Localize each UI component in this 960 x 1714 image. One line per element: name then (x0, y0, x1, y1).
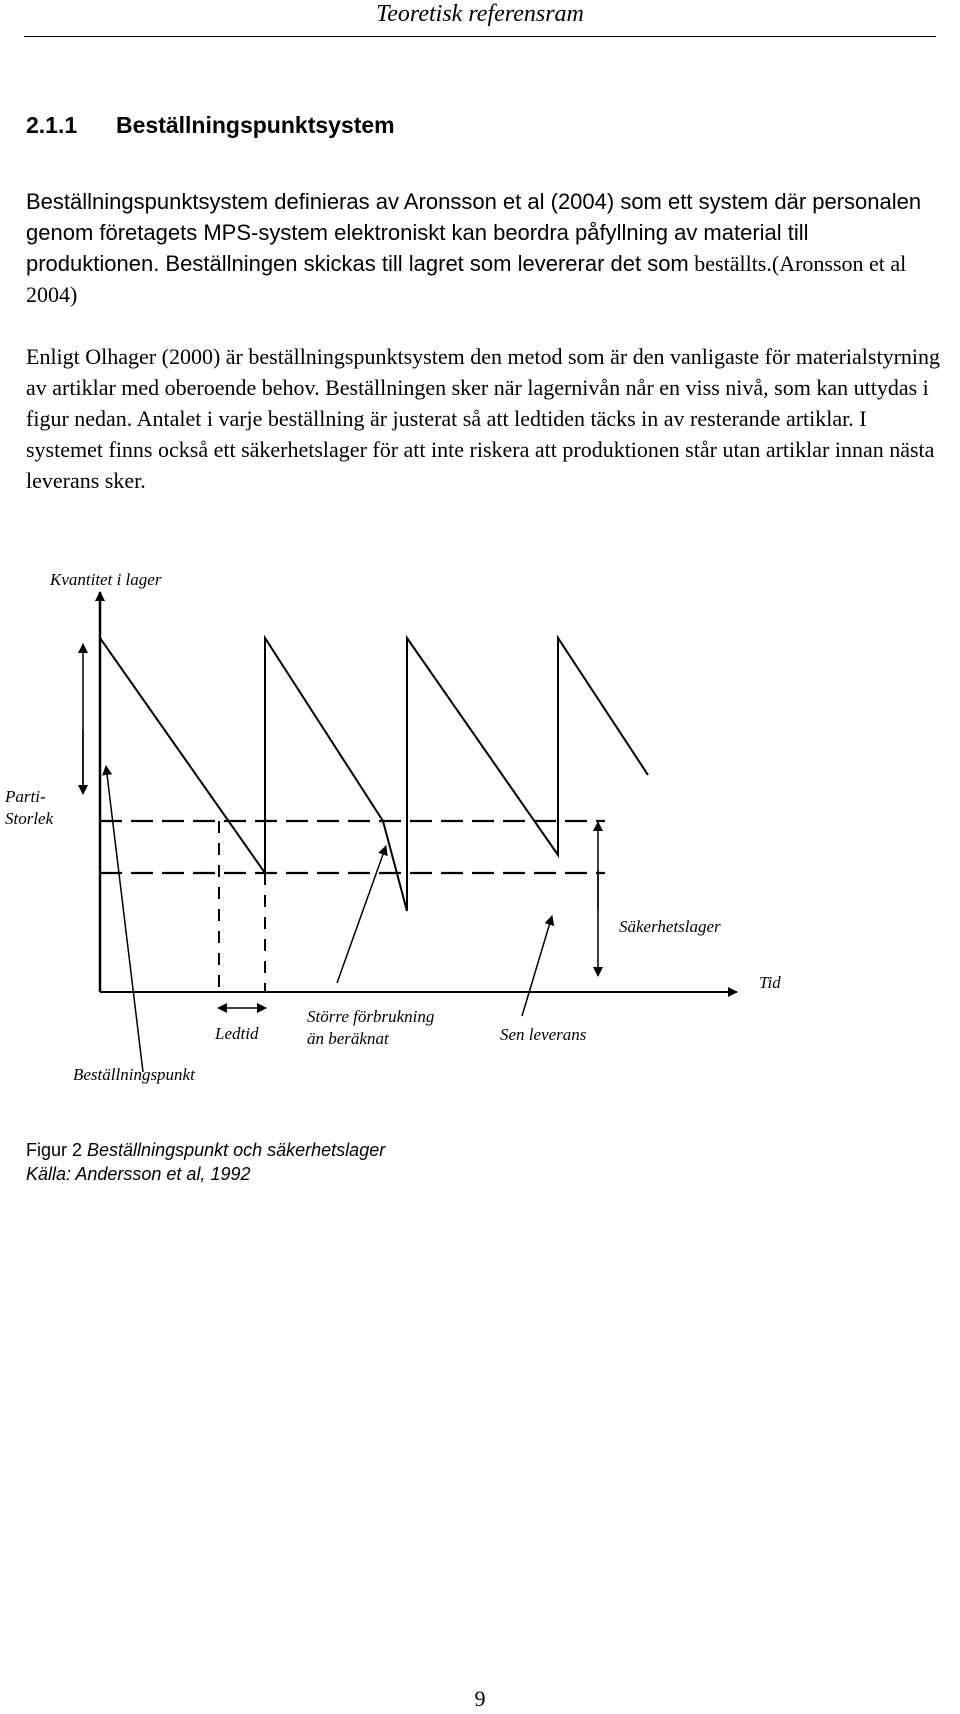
lead-time-label: Ledtid (215, 1024, 259, 1043)
late-delivery-label: Sen leverans (500, 1025, 587, 1044)
caption-source: Källa: Andersson et al, 1992 (26, 1164, 251, 1184)
figure-caption (26, 1138, 385, 1186)
section-title: Beställningspunktsystem (116, 112, 395, 138)
caption-title-line (26, 1138, 385, 1162)
late-delivery-pointer (522, 916, 552, 1016)
x-axis-label: Tid (759, 973, 781, 992)
section-heading (26, 112, 395, 139)
higher-consumption-pointer (337, 846, 386, 983)
paragraph-1 (26, 186, 941, 310)
order-point-pointer (106, 766, 143, 1072)
safety-stock-label: Säkerhetslager (619, 917, 721, 936)
page-number: 9 (474, 1686, 486, 1711)
inventory-level-line (100, 638, 648, 911)
order-point-figure (0, 570, 960, 1100)
higher-consumption-label (307, 1006, 434, 1050)
paragraph-2: Enligt Olhager (2000) är beställningspunktsystem den metod som är den vanligaste för materialstyrning av artiklar med oberoende behov. Beställningen sker när lagernivån når en viss nivå, som kan uttydas i figur nedan. Antalet i varje beställning är justerat så att ledtiden täcks in av resterande artiklar. I systemet finns också ett säkerhetslager för att inte riskera att produktionen står utan artiklar innan nästa leverans sker. (26, 344, 941, 493)
caption-prefix: Figur 2 (26, 1140, 88, 1160)
paragraph-1-text: Beställningspunktsystem definieras av Aronsson et al (2004) som ett system där personalen genom företagets MPS-system elektroniskt kan beordra påfyllning av material till produktionen. Beställningen skickas till lagret som levererar det som (26, 189, 922, 276)
batch-size-label (5, 786, 53, 830)
batch-size-label-line2: Storlek (5, 809, 54, 828)
caption-title: Beställningspunkt och säkerhetslager (87, 1140, 386, 1160)
higher-consumption-label-line1: Större förbrukning (307, 1007, 435, 1026)
running-header: Teoretisk referensram (376, 1, 584, 27)
y-axis-label: Kvantitet i lager (50, 570, 162, 589)
section-number: 2.1.1 (26, 112, 78, 138)
batch-size-label-line1: Parti- (5, 787, 46, 806)
order-point-label: Beställningspunkt (73, 1065, 195, 1084)
header-rule (24, 36, 936, 37)
paragraph-1-citation: beställts.(Aronsson et al 2004) (26, 251, 907, 307)
inventory-diagram (0, 580, 960, 1100)
higher-consumption-label-line2: än beräknat (307, 1029, 389, 1048)
